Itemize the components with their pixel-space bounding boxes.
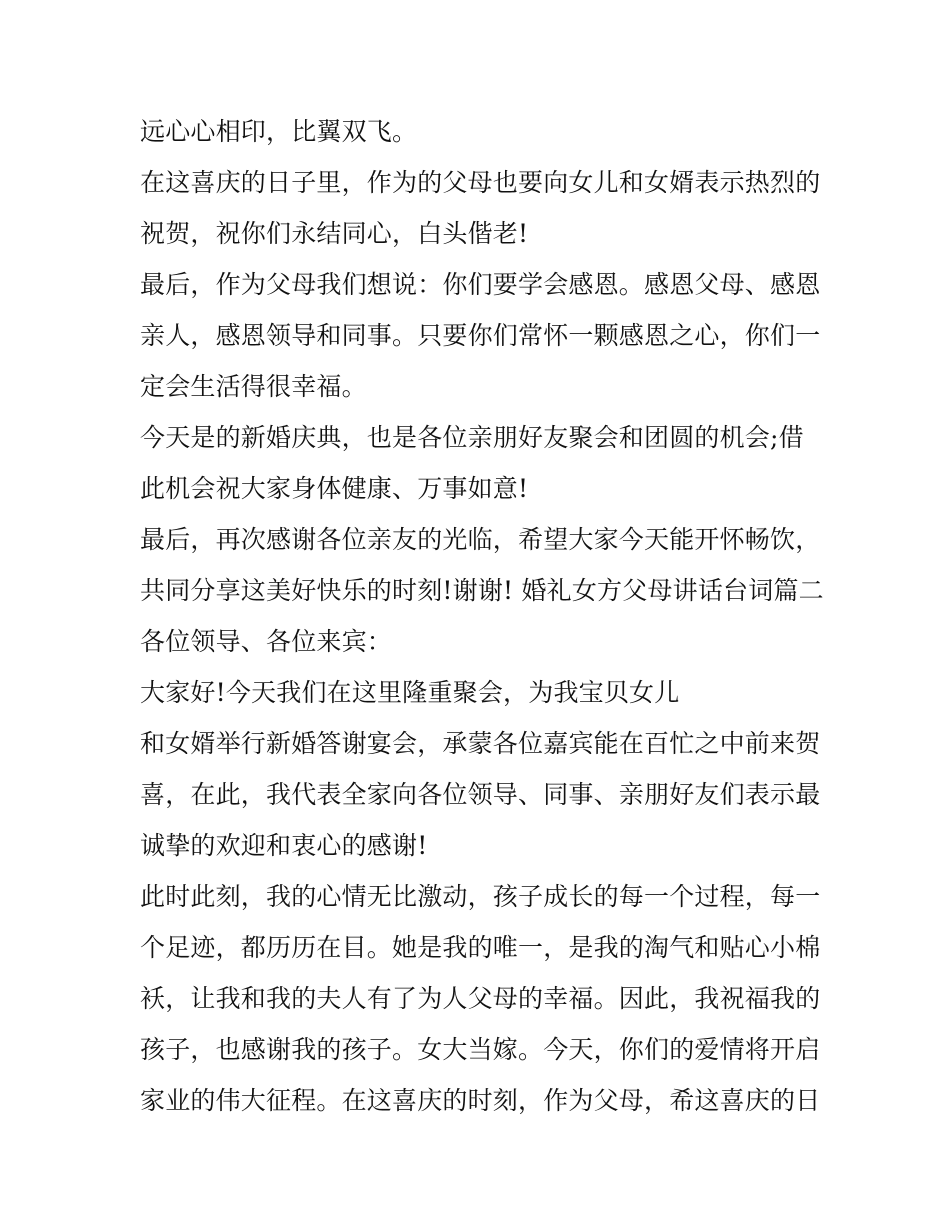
text-line: 孩子，也感谢我的孩子。女大当嫁。今天，你们的爱情将开启 [140, 1035, 821, 1064]
text-line: 在这喜庆的日子里，作为的父母也要向女儿和女婿表示热烈的 [140, 168, 821, 197]
text-line: 祝贺，祝你们永结同心，白头偕老! [140, 219, 529, 248]
text-line: 今天是的新婚庆典，也是各位亲朋好友聚会和团圆的机会;借 [140, 423, 804, 452]
document-body [140, 106, 824, 1126]
text-line: 远心心相印，比翼双飞。 [140, 117, 418, 146]
text-line: 各位领导、各位来宾： [140, 627, 393, 656]
text-line: 此机会祝大家身体健康、万事如意! [140, 474, 529, 503]
text-line: 家业的伟大征程。在这喜庆的时刻，作为父母，希这喜庆的日 [140, 1086, 821, 1115]
text-line: 袄，让我和我的夫人有了为人父母的幸福。因此，我祝福我的 [140, 984, 821, 1013]
text-line: 亲人，感恩领导和同事。只要你们常怀一颗感恩之心，你们一 [140, 321, 821, 350]
text-line: 喜，在此，我代表全家向各位领导、同事、亲朋好友们表示最 [140, 780, 821, 809]
text-line: 定会生活得很幸福。 [140, 372, 367, 401]
text-line: 大家好!今天我们在这里隆重聚会，为我宝贝女儿 [140, 678, 680, 707]
text-line: 和女婿举行新婚答谢宴会，承蒙各位嘉宾能在百忙之中前来贺 [140, 729, 821, 758]
text-line: 个足迹，都历历在目。她是我的唯一，是我的淘气和贴心小棉 [140, 933, 821, 962]
text-line: 诚挚的欢迎和衷心的感谢! [140, 831, 428, 860]
text-line: 最后，再次感谢各位亲友的光临，希望大家今天能开怀畅饮， [140, 525, 821, 554]
text-line: 此时此刻，我的心情无比激动，孩子成长的每一个过程，每一 [140, 882, 821, 911]
text-line: 最后，作为父母我们想说：你们要学会感恩。感恩父母、感恩 [140, 270, 821, 299]
text-line: 共同分享这美好快乐的时刻!谢谢! 婚礼女方父母讲话台词篇二 [140, 576, 824, 605]
